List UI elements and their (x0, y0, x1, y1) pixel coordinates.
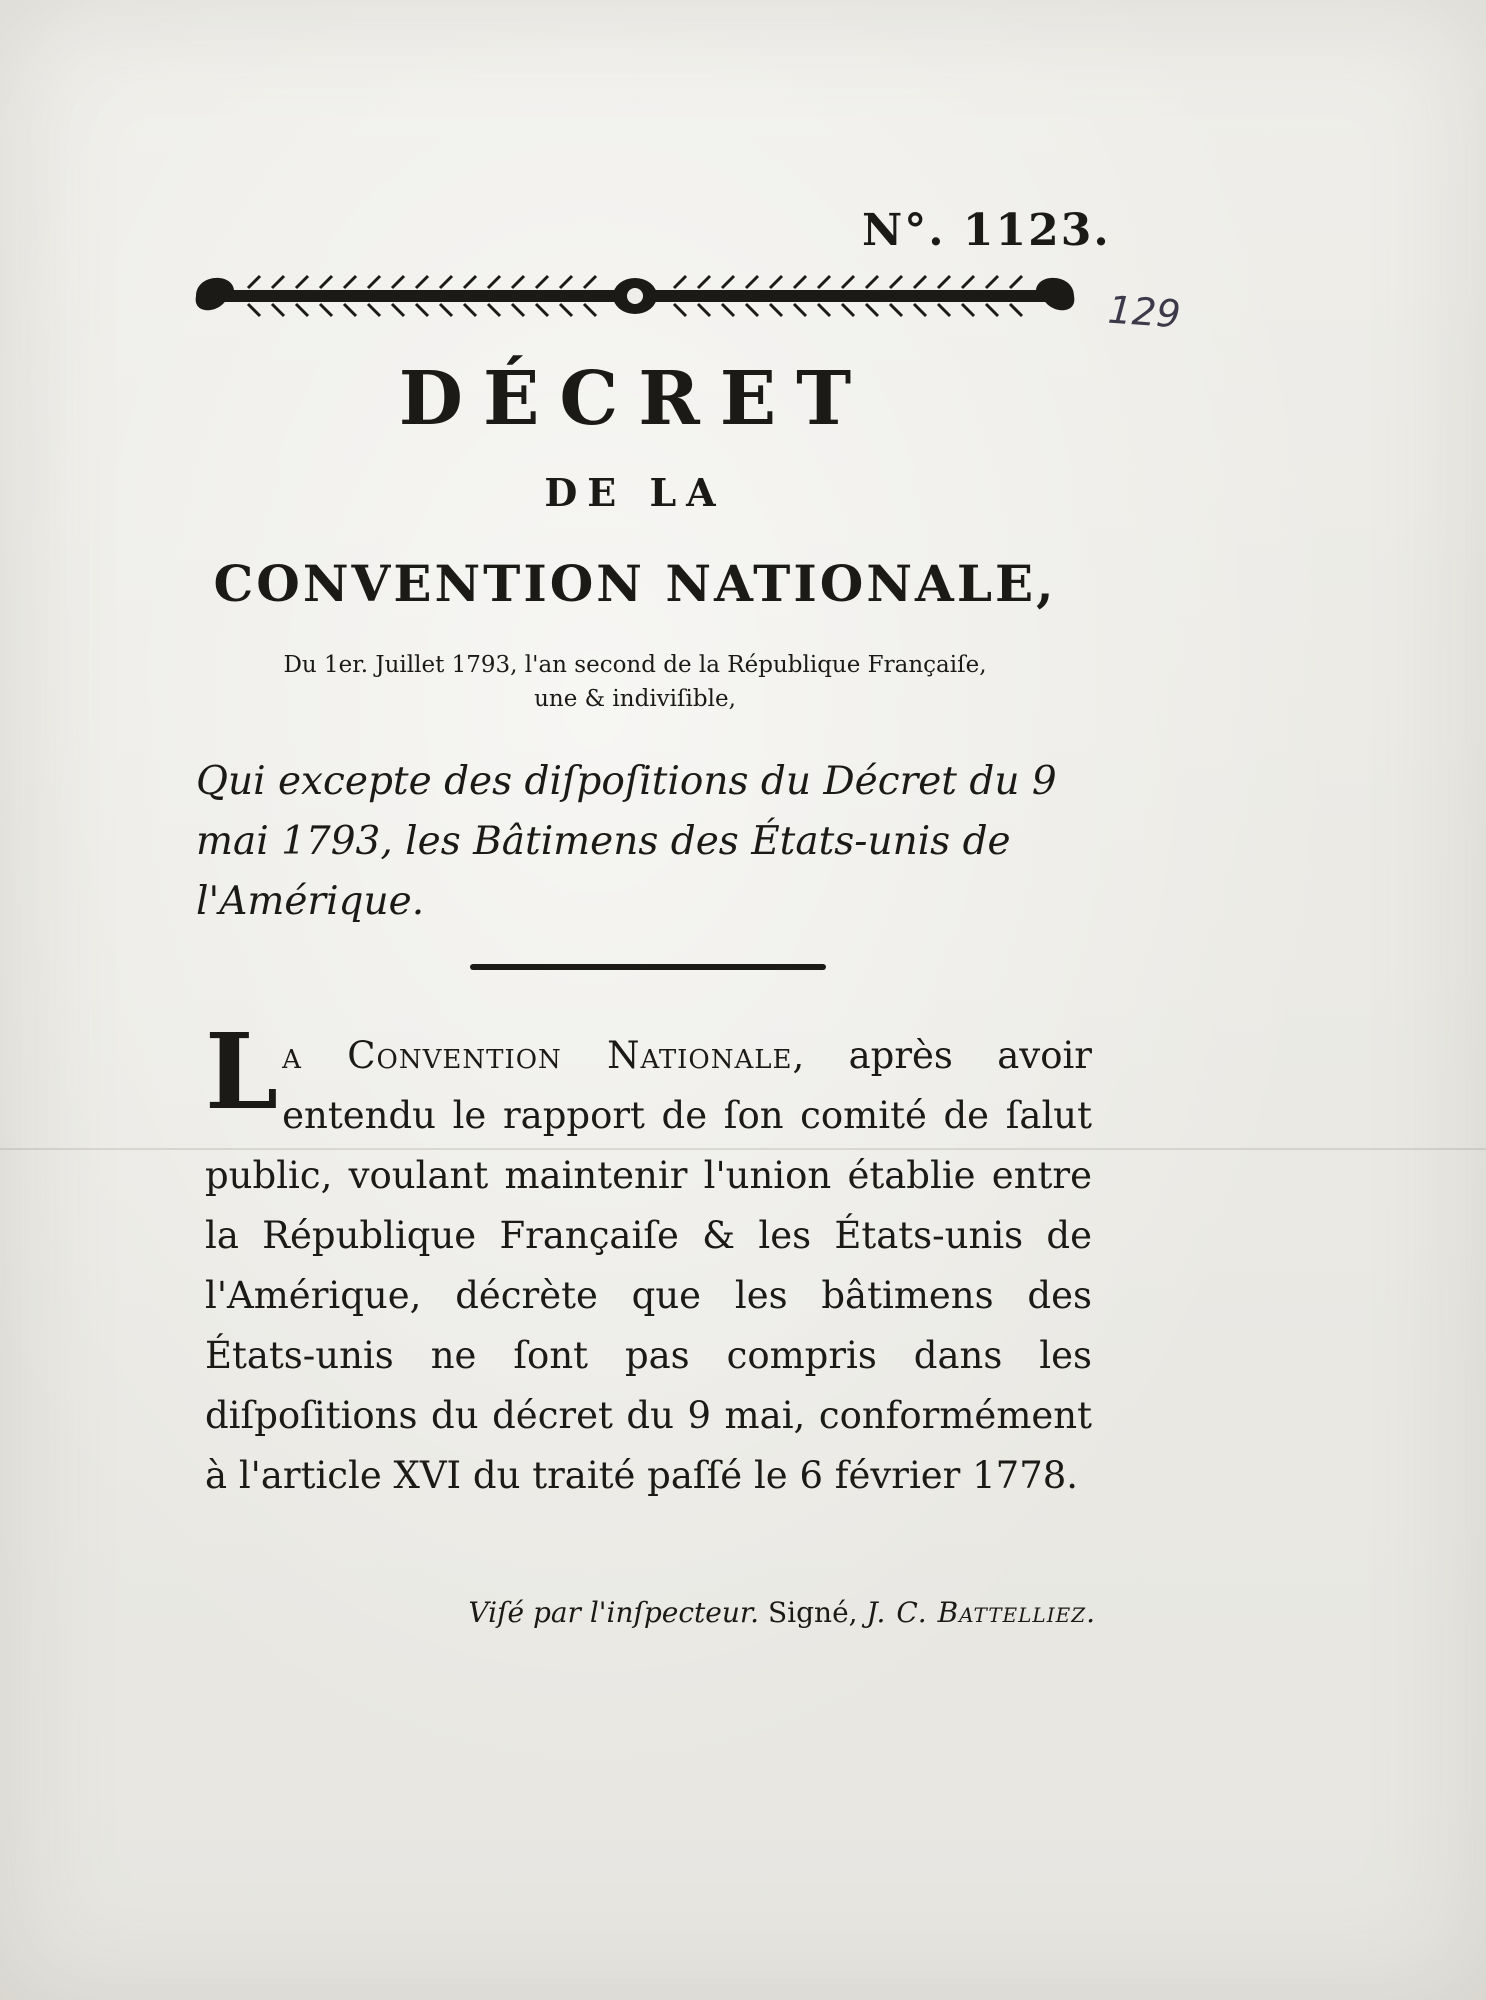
signature-line (360, 1596, 1096, 1629)
decree-subtitle: DE LA (544, 470, 726, 515)
date-line-1: Du 1er. Juillet 1793, l'an second de la République Françaiſe, (283, 652, 987, 678)
decree-title: DÉCRET (398, 356, 872, 442)
body-text: , après avoir entendu le rapport de ſon comité de ſalut public, voulant maintenir l'union établie entre la République Françaiſe & les États-unis de l'Amérique, décrète que les bâtimens des États-unis ne ſont pas compris dans les diſpoſitions du décret du 9 mai, conformément à l'article XVI du traité paſſé le 6 février 1778. (205, 1034, 1092, 1497)
decree-body (205, 1010, 1092, 1506)
decree-subject: Qui excepte des diſpoſitions du Décret du 9 mai 1793, les Bâtimens des États-unis de l'Amérique. (196, 759, 1057, 924)
decree-number: N°. 1123. (862, 205, 1111, 256)
date-line-2: une & indiviſible, (534, 686, 736, 712)
ornamental-header-band (188, 268, 1082, 324)
decree-date (188, 648, 1082, 716)
drop-cap: L (205, 1010, 279, 1133)
signed-label: Signé, (768, 1596, 858, 1629)
assembly-name: CONVENTION NATIONALE, (213, 554, 1057, 613)
signatory-name: J. C. Battelliez. (866, 1596, 1096, 1629)
pencil-page-annotation: 129 (1106, 287, 1182, 337)
body-lead: a Convention Nationale (282, 1034, 793, 1077)
section-divider (470, 964, 826, 970)
inspector-mark: Viſé par l'inſpecteur. (468, 1596, 760, 1629)
